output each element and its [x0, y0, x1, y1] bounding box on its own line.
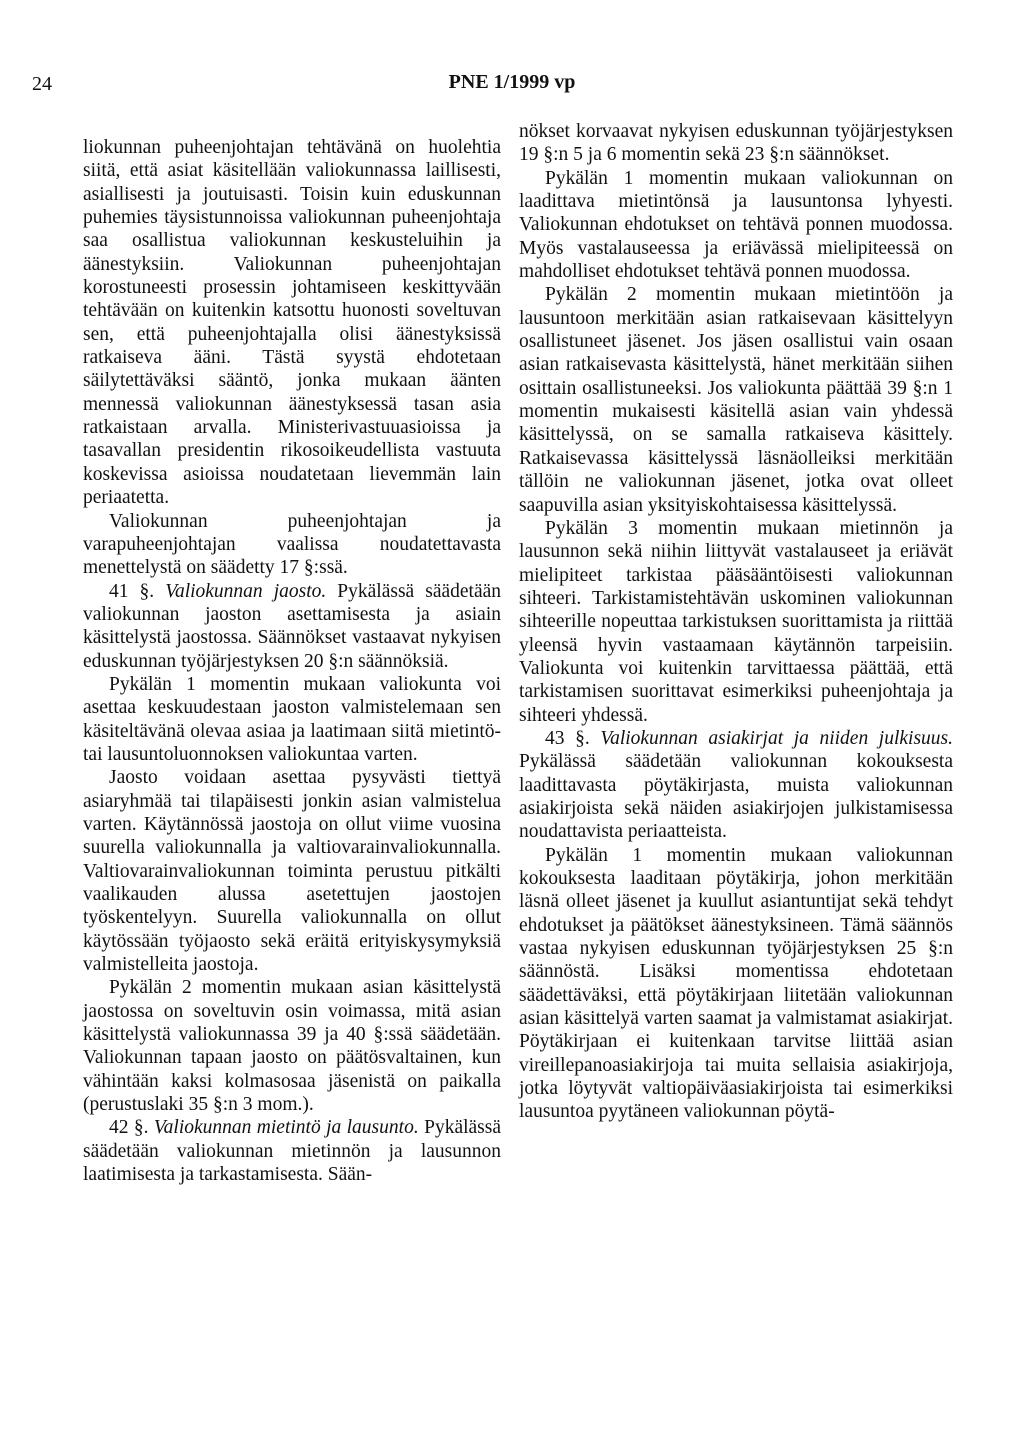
running-head: PNE 1/1999 vp: [448, 71, 576, 93]
paragraph: liokunnan puheenjohtajan tehtävänä on huolehtia siitä, että asiat käsitellään valiokunnassa laillisesti, asiallisesti ja joutuisasti. Toisin kuin eduskunnan puhemies täysistunnoissa valiokunnan puheenjohtaja saa osallistua valiokunnan keskusteluihin ja äänestyksiin. Valiokunnan puheenjohtajan korostuneesti prosessin johtamiseen keskittyvään tehtävään on kuitenkin katsottu huonosti soveltuvan sen, että puheenjohtajalla olisi äänestyksissä ratkaiseva ääni. Tästä syystä ehdotetaan säilytettäväksi sääntö, jonka mukaan äänten mennessä valiokunnan äänestyksessä tasan asia ratkaistaan arvalla. Ministerivastuuasioissa ja tasavallan presidentin rikosoikeudellista vastuuta koskevissa asioissa noudatetaan lievemmän lain periaatetta.: [83, 137, 501, 509]
section-title: Valiokunnan asiakirjat ja niiden julkisuus.: [600, 727, 954, 749]
section-body: Pykälässä säädetään valiokunnan jaoston asettamisesta ja asiain käsittelystä jaostossa. Säännökset vastaavat nykyisen eduskunnan työjärjestyksen 20 §:n säännöksiä.: [83, 580, 502, 672]
section-paragraph: [83, 580, 501, 673]
paragraph: nökset korvaavat nykyisen eduskunnan työjärjestyksen 19 §:n 5 ja 6 momentin sekä 23 §:n säännökset.: [519, 121, 953, 166]
left-column: [83, 136, 501, 1186]
section-body: Pykälässä säädetään valiokunnan mietinnön ja lausunnon laatimisesta ja tarkastamisesta. Sään-: [83, 1117, 501, 1186]
right-column: [519, 120, 953, 1124]
section-number: 42 §.: [109, 1117, 149, 1139]
section-title: Valiokunnan jaosto.: [165, 580, 327, 602]
section-title: Valiokunnan mietintö ja lausunto.: [153, 1117, 419, 1139]
paragraph: Pykälän 1 momentin mukaan valiokunta voi asettaa keskuudestaan jaoston valmistelemaan sen käsiteltävänä olevaa asiaa ja laatimaan siitä mietintö- tai lausuntoluonnoksen valiokuntaa varten.: [83, 673, 501, 765]
section-paragraph: [83, 1116, 501, 1186]
section-number: 41 §.: [109, 580, 155, 602]
section-body: Pykälässä säädetään valiokunnan kokouksesta laadittavasta pöytäkirjasta, muista valiokunnan asiakirjoista sekä näiden asiakirjojen julkistamisessa noudattavista periaatteista.: [519, 751, 953, 843]
paragraph: Pykälän 2 momentin mukaan asian käsittelystä jaostossa on soveltuvin osin voimassa, mitä asian käsittelystä valiokunnassa 39 ja 40 §:ssä säädetään. Valiokunnan tapaan jaosto on päätösvaltainen, kun vähintään kaksi kolmasosaa jäsenistä on paikalla (perustuslaki 35 §:n 3 mom.).: [83, 977, 501, 1116]
paragraph: Pykälän 2 momentin mukaan mietintöön ja lausuntoon merkitään asian ratkaisevaan käsittelyyn osallistuneet jäsenet. Jos jäsen osallistui vain osaan asian ratkaisevasta käsittelystä, hänet merkitään siihen osittain osallistuneeksi. Jos valiokunta päättää 39 §:n 1 momentin mukaisesti käsitellä asian vain yhdessä käsittelyssä, on se samalla ratkaiseva käsittely. Ratkaisevassa käsittelyssä läsnäolleiksi merkitään tällöin ne valiokunnan jäsenet, jotka ovat olleet saapuvilla asian yksityiskohtaisessa käsittelyssä.: [519, 284, 953, 516]
paragraph: Jaosto voidaan asettaa pysyvästi tiettyä asiaryhmää tai tilapäisesti jonkin asian valmistelua varten. Käytännössä jaostoja on ollut viime vuosina suurella valiokunnalla ja valtiovarainvaliokunnalla. Valtiovarainvaliokunnan toiminta perustuu pitkälti vaalikauden alussa asetettujen jaostojen työskentelyyn. Suurella valiokunnalla on ollut käytössään työjaosto sekä eräitä erityiskysymyksiä valmistelleita jaostoja.: [83, 767, 501, 976]
page-number: 24: [32, 73, 52, 95]
paragraph: Pykälän 1 momentin mukaan valiokunnan kokouksesta laaditaan pöytäkirja, johon merkitään läsnä olleet jäsenet ja kuullut asiantuntijat sekä tehdyt ehdotukset ja päätökset äänestyksineen. Tämä säännös vastaa nykyisen eduskunnan työjärjestyksen 25 §:n säännöstä. Lisäksi momentissa ehdotetaan säädettäväksi, että pöytäkirjaan liitetään valiokunnan asian käsittelyä varten saamat ja valmistamat asiakirjat. Pöytäkirjaan ei kuitenkaan tarvitse liittää asian vireillepanoasiakirjoja tai muita sellaisia asiakirjoja, jotka löytyvät valtiopäiväasiakirjoista tai esimerkiksi lausuntoa pyytäneen valiokunnan pöytä-: [519, 844, 953, 1123]
paragraph: Pykälän 1 momentin mukaan valiokunnan on laadittava mietintönsä ja lausuntonsa lyhyesti. Valiokunnan ehdotukset on tehtävä ponnen muodossa. Myös vastalauseessa ja eriävässä mielipiteessä on mahdolliset ehdotukset tehtävä ponnen muodossa.: [519, 167, 953, 283]
section-number: 43 §.: [545, 727, 590, 749]
section-paragraph: [519, 727, 953, 844]
paragraph: Valiokunnan puheenjohtajan ja varapuheenjohtajan vaalissa noudatettavasta menettelystä on säädetty 17 §:ssä.: [83, 510, 501, 579]
paragraph: Pykälän 3 momentin mukaan mietinnön ja lausunnon sekä niihin liittyvät vastalauseet ja eriävät mielipiteet tarkistaa pääsääntöisesti valiokunnan sihteeri. Tarkistamistehtävän uskominen valiokunnan sihteerille nopeuttaa tarkistuksen suorittamista ja riittää yleensä hyvin vastaamaan käytännön tarpeisiin. Valiokunta voi kuitenkin tarvittaessa päättää, että tarkistamisen suorittavat esimerkiksi puheenjohtaja ja sihteeri yhdessä.: [519, 517, 953, 726]
